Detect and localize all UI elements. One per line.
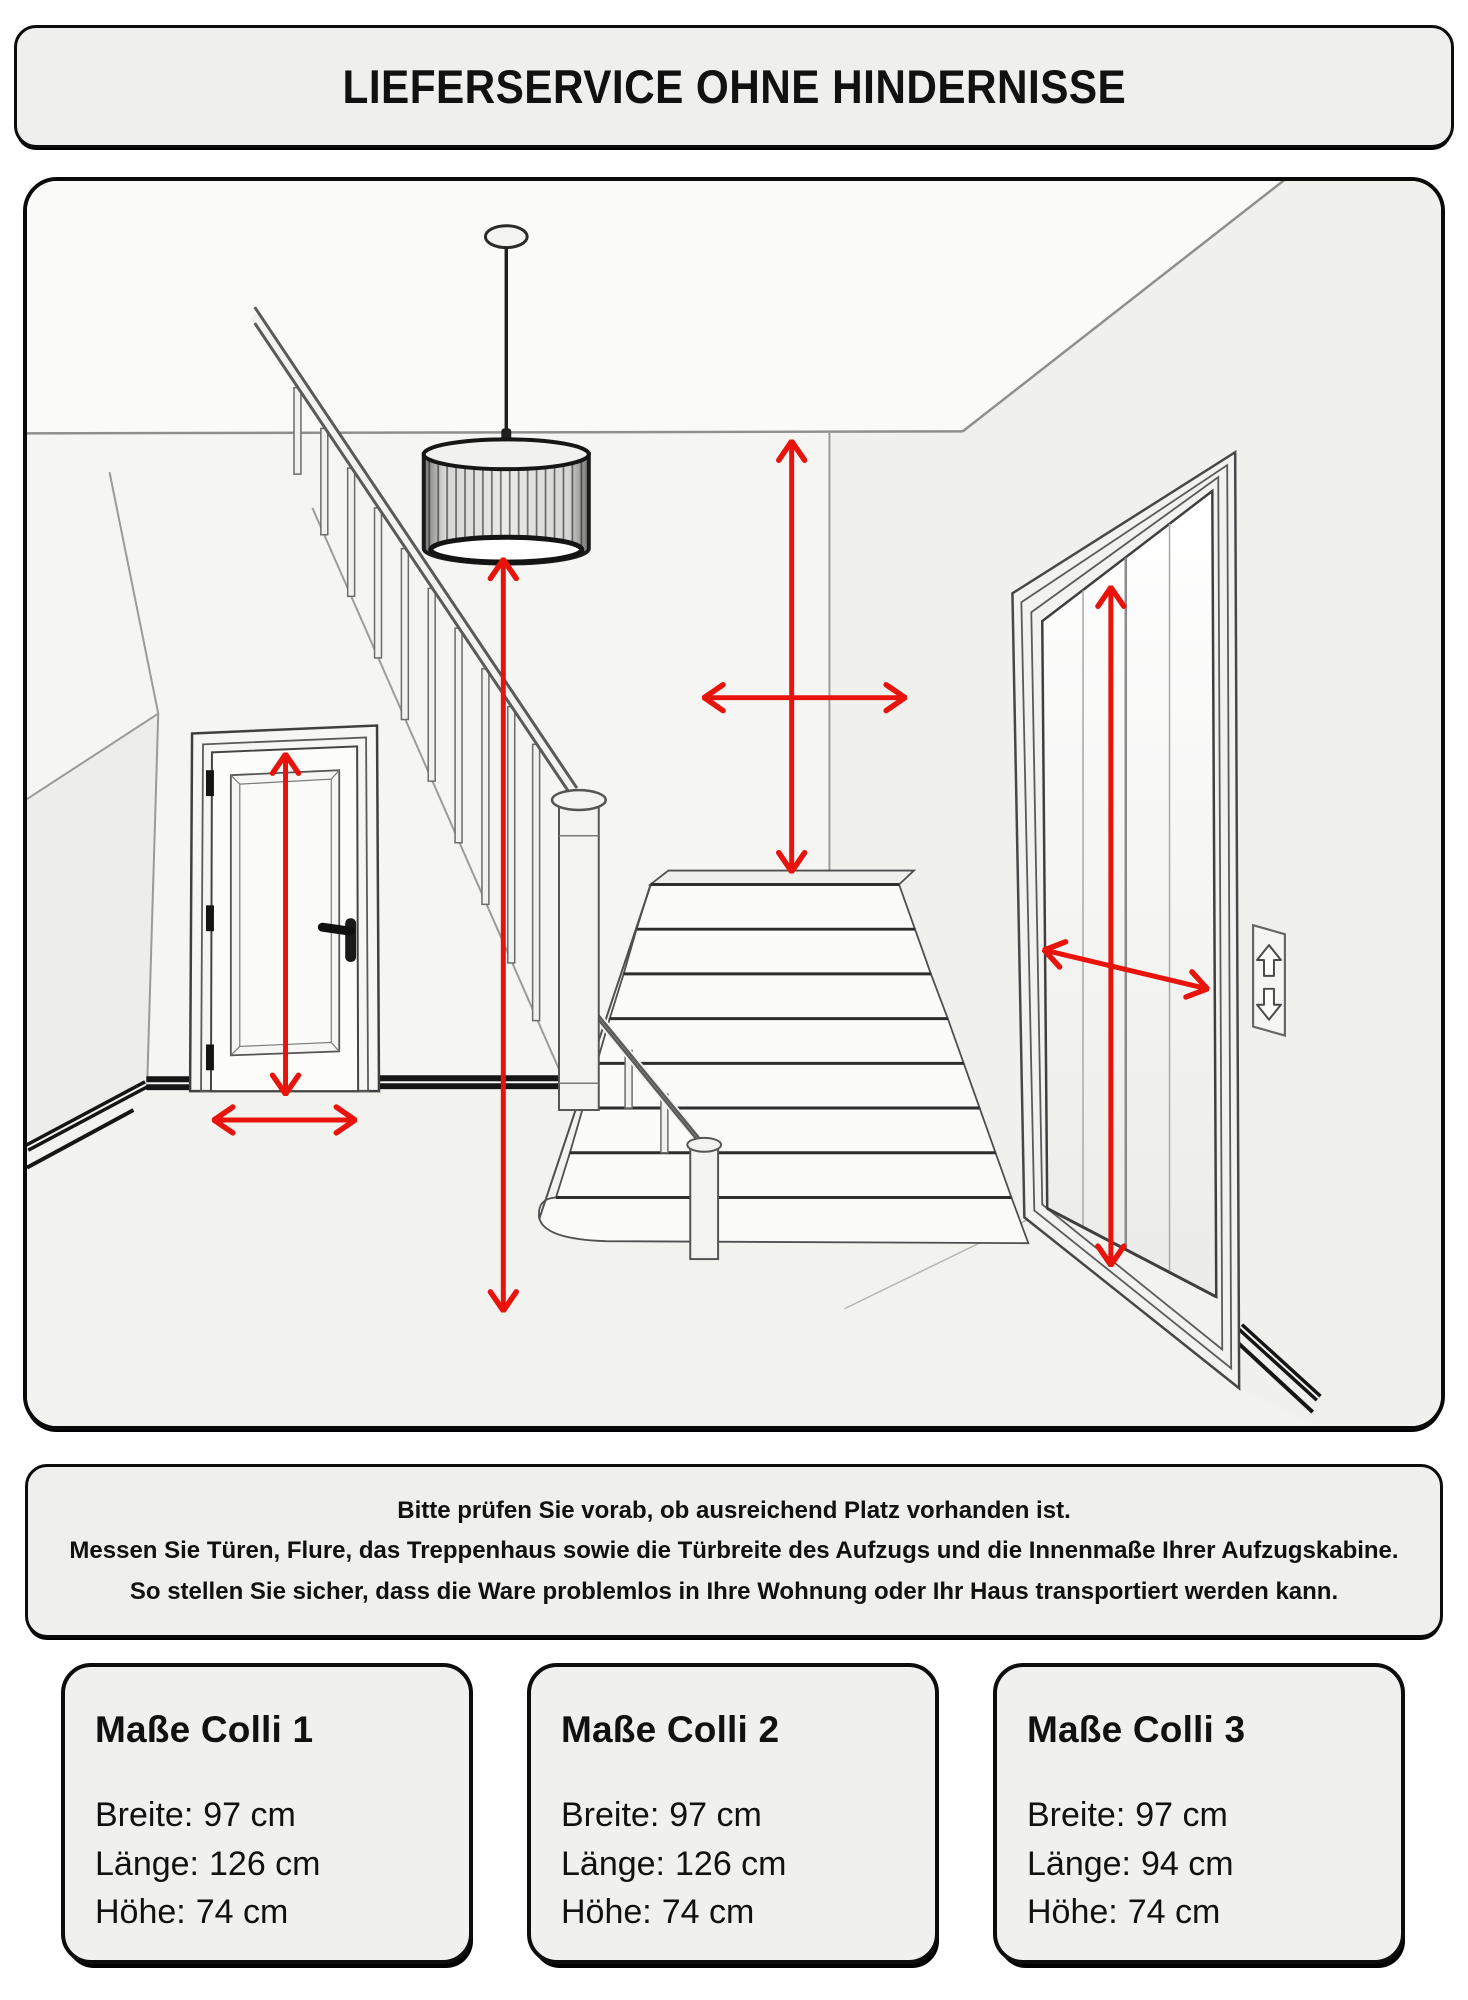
elevator-door-opening [1042,491,1216,1297]
dimension-row: Breite: 97 cm [95,1796,296,1834]
colli-3-card [993,1663,1405,1964]
dimension-row: Länge: 94 cm [1027,1844,1234,1883]
dimension-row: Höhe: 74 cm [95,1893,289,1932]
dimension-row: Länge: 126 cm [95,1844,321,1883]
title-banner [14,25,1454,148]
hinge-icon [206,770,214,796]
hallway-illustration [23,177,1445,1430]
hallway-drawing [27,181,1441,1426]
colli-2-card [527,1663,939,1964]
dimension-row: Breite: 97 cm [1027,1796,1228,1834]
hinge-icon [206,1044,214,1070]
dimension-row: Länge: 126 cm [561,1844,787,1883]
dimension-row: Breite: 97 cm [561,1796,762,1834]
colli-2-title: Maße Colli 2 [561,1709,780,1750]
notice-line-3: So stellen Sie sicher, dass die Ware problemlos in Ihre Wohnung oder Ihr Haus transportiert werden kann. [129,1577,1339,1605]
newel-post [552,790,606,1110]
colli-1-card [61,1663,473,1964]
dimension-row: Höhe: 74 cm [561,1893,755,1932]
hinge-icon [206,905,214,931]
measuring-notice [25,1464,1443,1638]
notice-line-2: Messen Sie Türen, Flure, das Treppenhaus sowie die Türbreite des Aufzugs und die Innenmaße Ihrer Aufzugskabine. [69,1537,1399,1565]
colli-3-title: Maße Colli 3 [1027,1709,1246,1750]
elevator-call-buttons [1253,925,1285,1035]
newel-post-small [687,1138,721,1259]
page-title: LIEFERSERVICE OHNE HINDERNISSE [342,60,1126,113]
dimension-row: Höhe: 74 cm [1027,1893,1221,1932]
notice-line-1: Bitte prüfen Sie vorab, ob ausreichend Platz vorhanden ist. [397,1497,1071,1525]
colli-1-title: Maße Colli 1 [95,1709,314,1750]
